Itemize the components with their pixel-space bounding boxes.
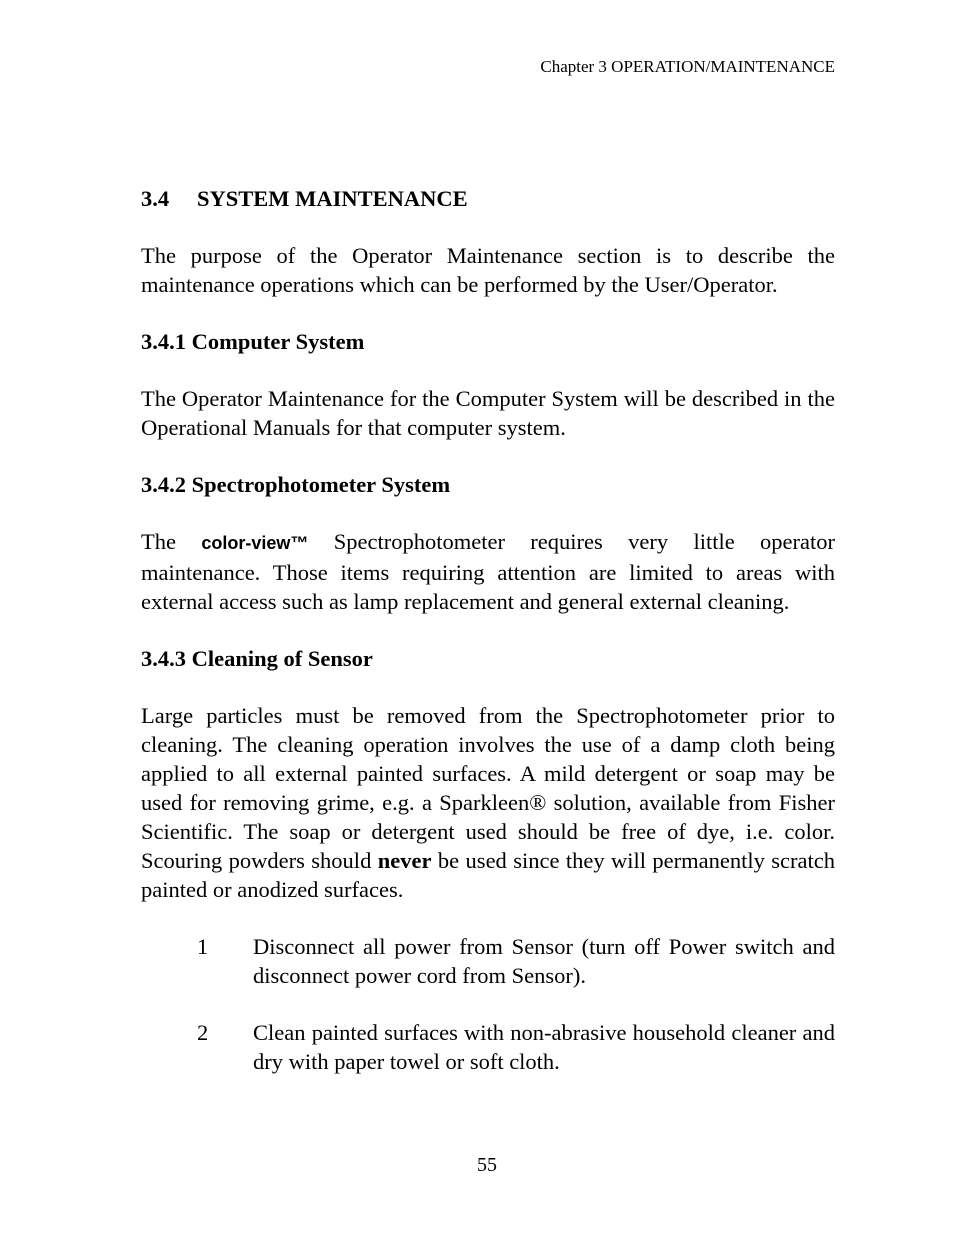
subsection-heading-spectrophotometer: 3.4.2 Spectrophotometer System <box>141 472 451 497</box>
step-text: Disconnect all power from Sensor (turn off Power switch and disconnect power cord from Sensor). <box>253 934 835 988</box>
subsection-body-computer-system: The Operator Maintenance for the Computer System will be described in the Operational Manuals for that computer system. <box>141 386 835 440</box>
emphasis-never: never <box>377 848 432 873</box>
page-number: 55 <box>477 1154 497 1176</box>
subsection-heading-computer-system: 3.4.1 Computer System <box>141 329 365 354</box>
step-text: Clean painted surfaces with non-abrasive household cleaner and dry with paper towel or soft cloth. <box>253 1020 835 1074</box>
section-number: 3.4 <box>141 186 170 211</box>
brand-name: color-view™ <box>201 533 309 553</box>
subsection-body-spectrophotometer <box>141 527 835 616</box>
section-intro: The purpose of the Operator Maintenance section is to describe the maintenance operations which can be performed by the User/Operator. <box>141 243 835 297</box>
body-text: Spectrophotometer requires very little operator maintenance. Those items requiring attention are limited to areas with external access such as lamp replacement and general external cleaning. <box>141 529 835 614</box>
body-text: The <box>141 529 176 554</box>
subsection-body-cleaning <box>141 701 835 904</box>
step-number: 1 <box>197 934 209 959</box>
steps-list <box>197 932 835 1076</box>
body-text: Large particles must be removed from the Spectrophotometer prior to cleaning. The cleaning operation involves the use of a damp cloth being applied to all external painted surfaces. A mild detergent or soap may be used for removing grime, e.g. a Sparkleen® solution, available from Fisher Scientific. The soap or detergent used should be free of dye, i.e. color. Scouring powders should <box>141 703 835 873</box>
section-title: SYSTEM MAINTENANCE <box>197 186 468 211</box>
body-text: be used since they will permanently scratch painted or anodized surfaces. <box>141 848 836 902</box>
step-number: 2 <box>197 1020 209 1045</box>
list-item <box>197 932 835 990</box>
running-header: Chapter 3 OPERATION/MAINTENANCE <box>540 57 835 76</box>
subsection-heading-cleaning: 3.4.3 Cleaning of Sensor <box>141 646 373 671</box>
section-heading <box>141 184 835 213</box>
list-item <box>197 1018 835 1076</box>
page-content <box>141 184 835 1076</box>
